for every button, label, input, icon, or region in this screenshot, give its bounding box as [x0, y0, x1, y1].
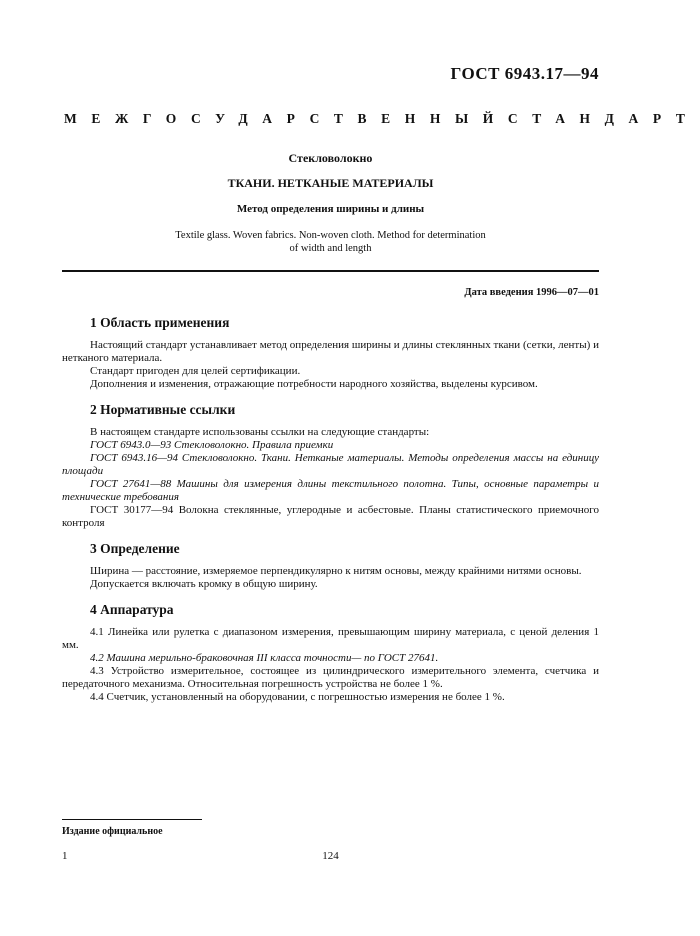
edition-label: Издание официальное — [62, 826, 163, 837]
section-paragraph: Дополнения и изменения, отражающие потребности народного хозяйства, выделены курсивом. — [90, 378, 538, 390]
section-paragraph: 4.1 Линейка или рулетка с диапазоном измерения, превышающим ширину материала, с ценой деления 1 мм. — [62, 626, 599, 651]
section-paragraph: ГОСТ 6943.16—94 Стекловолокно. Ткани. Нетканые материалы. Методы определения массы на единицу площади — [62, 452, 599, 477]
section-paragraph: 4.4 Счетчик, установленный на оборудовании, с погрешностью измерения не более 1 %. — [90, 691, 505, 703]
section-heading: 1 Область применения — [90, 315, 230, 330]
section-paragraph: ГОСТ 27641—88 Машины для измерения длины текстильного полотна. Типы, основные параметры и технические требования — [62, 478, 599, 503]
method-title: Метод определения ширины и длины — [236, 203, 425, 215]
standard-word: СТАНДАРТ — [507, 111, 700, 126]
section-paragraph: В настоящем стандарте использованы ссылки на следующие стандарты: — [90, 426, 430, 438]
title-divider — [62, 270, 599, 272]
section-paragraph: ГОСТ 30177—94 Волокна стеклянные, углеродные и асбестовые. Планы статистического приемочного контроля — [62, 504, 599, 529]
gost-code: ГОСТ 6943.17—94 — [450, 64, 599, 83]
english-title-line-2: of width and length — [289, 243, 372, 254]
section-heading: 4 Аппаратура — [90, 602, 174, 617]
interstate-word: МЕЖГОСУДАРСТВЕННЫЙ — [64, 111, 508, 126]
document-title: ТКАНИ. НЕТКАНЫЕ МАТЕРИАЛЫ — [227, 176, 434, 190]
footer-divider — [62, 819, 202, 820]
section-paragraph: 4.2 Машина мерильно-браковочная III класса точности— по ГОСТ 27641. — [90, 652, 439, 664]
english-title — [62, 229, 599, 255]
section-paragraph: ГОСТ 6943.0—93 Стекловолокно. Правила приемки — [90, 439, 334, 451]
section-paragraph: 4.3 Устройство измерительное, состоящее из цилиндрического измерительного элемента, счетчика и передаточного механизма. Относительная погрешность устройства не более 1 %. — [62, 665, 599, 690]
section-heading: 3 Определение — [90, 541, 180, 556]
introduction-date: Дата введения 1996—07—01 — [464, 287, 599, 298]
section-paragraph: Допускается включать кромку в общую ширину. — [90, 578, 318, 590]
subject-line: Стекловолокно — [288, 151, 373, 165]
interstate-standard-banner — [64, 111, 700, 127]
english-title-line-1: Textile glass. Woven fabrics. Non-woven cloth. Method for determination — [175, 230, 486, 241]
document-body — [62, 316, 599, 704]
sheet-number: 1 — [62, 850, 68, 862]
section-paragraph: Настоящий стандарт устанавливает метод определения ширины и длины стеклянных ткани (сетки, ленты) и нетканого материала. — [62, 339, 599, 364]
page-number: 124 — [322, 850, 339, 862]
section-paragraph: Стандарт пригоден для целей сертификации. — [90, 365, 301, 377]
section-paragraph: Ширина — расстояние, измеряемое перпендикулярно к нитям основы, между крайними нитями основы. — [90, 565, 582, 577]
section-heading: 2 Нормативные ссылки — [90, 402, 236, 417]
